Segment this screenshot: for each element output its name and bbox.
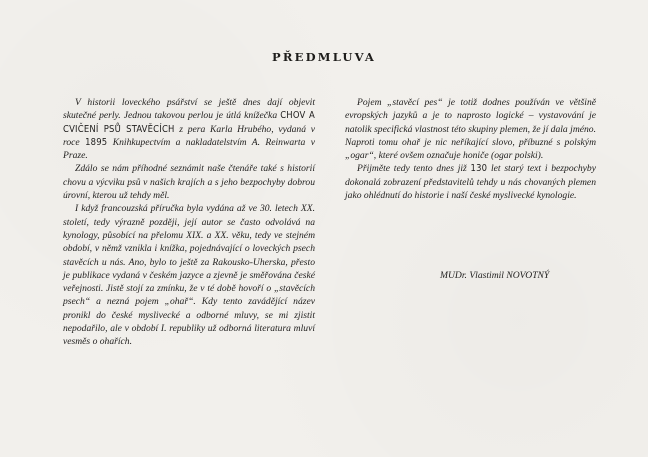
- right-column: [345, 96, 596, 202]
- paragraph-2: Zdálo se nám příhodné seznámit naše čtenáře také s historií chovu a výcviku psů v našich krajích a s jeho bezpochyby dobrou úrovní, kterou už tehdy měl.: [63, 163, 315, 202]
- paragraph-1-text-a: V historii loveckého psářství se ještě dnes dají objevit skutečné perly. Jednou takovou perlou je útlá knížečka: [63, 97, 315, 122]
- paragraph-3: I když francouzská příručka byla vydána až ve 30. letech XX. století, tedy výrazně později, její autor se často odvolává na kynology, působící na přelomu XIX. a XX. věku, tedy ve stejném období, v němž vznikla i knížka, pojednávající o loveckých psech stavěcích u nás. Ano, bylo to ještě za Rakousko-Uherska, přesto je publikace vydaná v českém jazyce a zjevně je směřována české veřejnosti. Jistě stojí za zmínku, že v té době hovoří o „stavěcích psech“ a nezná pojem „ohař“. Kdy tento zavádějící název pronikl do české myslivecké a odborné mluvy, se mi zjistit nepodařilo, ale v období I. republiky už odborná literatura mluví vesměs o ohařích.: [63, 203, 315, 348]
- paragraph-1-text-c: Knihkupectvím a nakladatelstvím A. Reinwarta v Praze.: [63, 136, 315, 162]
- author-signature: MUDr. Vlastimil NOVOTNÝ: [440, 270, 550, 281]
- paragraph-5-text-a: Přijměte tedy tento dnes již: [357, 163, 467, 175]
- years-count: 130: [470, 163, 488, 175]
- paragraph-1: [63, 96, 315, 162]
- publication-year: 1895: [85, 136, 108, 148]
- paragraph-4: Pojem „stavěcí pes“ je totiž dodnes používán ve většině evropských jazyků a je to naprosto logické – vystavování je natolik specifická vlastnost této skupiny plemen, že jí dala jméno. Naproti tomu ohař je nic neříkající slovo, příbuzné s polským „ogar“, které ovšem označuje honiče (ogar polski).: [345, 97, 596, 162]
- page-title: PŘEDMLUVA: [272, 50, 376, 64]
- paragraph-5: [345, 162, 596, 202]
- paragraph-5-text-b: let starý text i bezpochyby dokonalá zobrazení představitelů tehdy u nás chovaných plemen jako ohlédnutí do historie i naší české myslivecké kynologie.: [345, 163, 596, 202]
- paragraph-1-text-b: z pera Karla Hrubého, vydaná v roce: [63, 123, 315, 148]
- book-title: CHOV A CVIČENÍ PSŮ STAVĚCÍCH: [63, 110, 316, 135]
- left-column: [63, 96, 315, 349]
